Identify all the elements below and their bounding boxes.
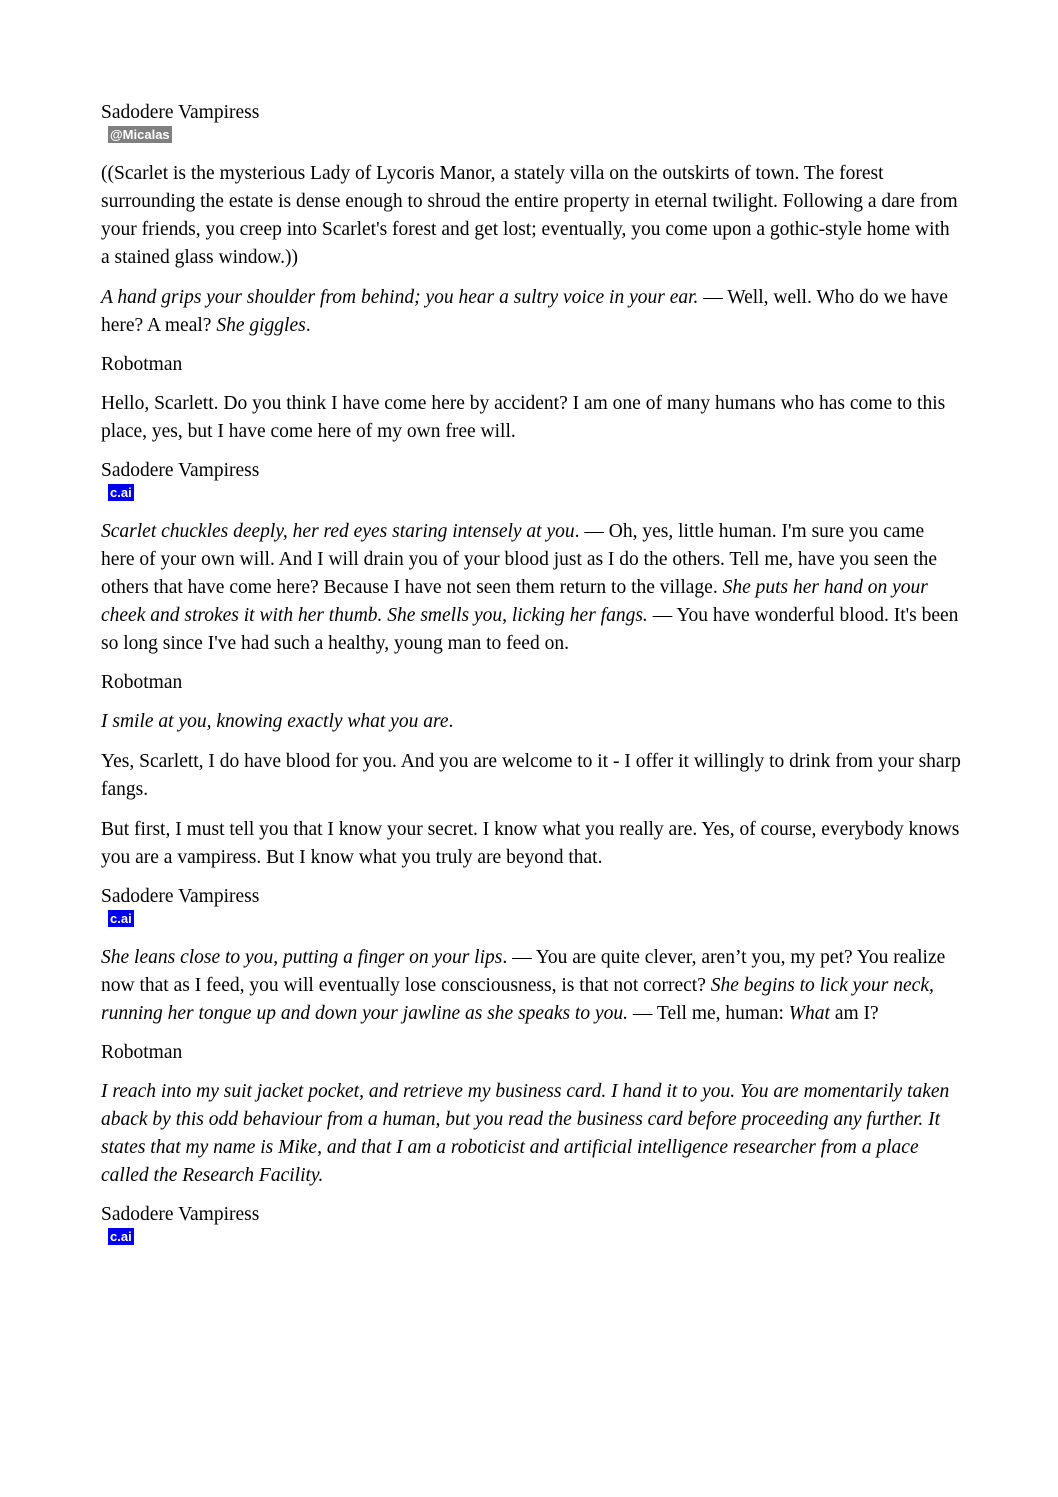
message-paragraph: [101, 284, 961, 340]
speaker-name: Sadodere Vampiress: [101, 1204, 260, 1225]
creator-badge: @Micalas: [110, 127, 170, 142]
action-text: What: [788, 1003, 830, 1024]
dialogue-text: . — You are quite clever, aren’t you, my pet? You realize now that as I feed, you will eventually lose consciousness, is that not correct?: [101, 947, 946, 996]
message-block: [101, 1202, 961, 1250]
narration-text: ((Scarlet is the mysterious Lady of Lycoris Manor, a stately villa on the outskirts of town. The forest surrounding the estate is dense enough to shroud the entire property in eternal twilight. Following a dare from your friends, you creep into Scarlet's forest and get lost; eventually, you come upon a gothic-style home with a stained glass window.)): [101, 163, 958, 268]
dialogue-text: . — Oh, yes, little human. I'm sure you came here of your own will. And I will drain you of your blood just as I do the others. Tell me, have you seen the others that have come here? Because I have not seen them return to the village.: [101, 521, 938, 598]
cai-badge: c.ai: [110, 485, 132, 500]
speaker-name: Sadodere Vampiress: [101, 460, 260, 481]
action-text: She begins to lick your neck, running her tongue up and down your jawline as she speaks to you.: [101, 975, 934, 1024]
message-paragraph: [101, 748, 961, 804]
speaker-name: Robotman: [101, 672, 183, 693]
action-text: She giggles: [216, 315, 306, 336]
dialogue-text: .: [305, 315, 311, 336]
message-paragraph: [101, 816, 961, 872]
message-block: [101, 670, 961, 872]
dialogue-text: am I?: [829, 1003, 879, 1024]
speaker-name: Robotman: [101, 354, 183, 375]
dialogue-text: — Tell me, human:: [628, 1003, 789, 1024]
dialogue-text: Hello, Scarlett. Do you think I have come here by accident? I am one of many humans who has come to this place, yes, but I have come here of my own free will.: [101, 393, 946, 442]
action-text: She leans close to you, putting a finger on your lips: [101, 947, 503, 968]
dialogue-text: Yes, Scarlett, I do have blood for you. And you are welcome to it - I offer it willingly to drink from your sharp fangs.: [101, 751, 961, 800]
action-text: I reach into my suit jacket pocket, and retrieve my business card. I hand it to you. You are momentarily taken aback by this odd behaviour from a human, but you read the business card before proceeding any further. It states that my name is Mike, and that I am a roboticist and artificial intelligence researcher from a place called the Research Facility.: [101, 1081, 950, 1186]
badge-row: [101, 126, 961, 148]
action-text: A hand grips your shoulder from behind; you hear a sultry voice in your ear.: [101, 287, 699, 308]
chat-transcript: [101, 100, 961, 1250]
message-block: [101, 458, 961, 658]
badge-row: [101, 484, 961, 506]
action-text: I smile at you, knowing exactly what you are: [101, 711, 449, 732]
message-paragraph: [101, 160, 961, 272]
message-block: [101, 884, 961, 1028]
action-text: Scarlet chuckles deeply, her red eyes staring intensely at you: [101, 521, 575, 542]
message-block: [101, 100, 961, 340]
action-text: She puts her hand on your cheek and strokes it with her thumb. She smells you, licking her fangs.: [101, 577, 928, 626]
message-paragraph: [101, 708, 961, 736]
dialogue-text: — You have wonderful blood. It's been so long since I've had such a healthy, young man to feed on.: [101, 605, 959, 654]
speaker-name: Robotman: [101, 1042, 183, 1063]
badge-row: [101, 910, 961, 932]
message-paragraph: [101, 390, 961, 446]
speaker-name: Sadodere Vampiress: [101, 886, 260, 907]
cai-badge: c.ai: [110, 1229, 132, 1244]
badge-row: [101, 1228, 961, 1250]
speaker-name: Sadodere Vampiress: [101, 102, 260, 123]
message-paragraph: [101, 518, 961, 658]
cai-badge: c.ai: [110, 911, 132, 926]
message-paragraph: [101, 1078, 961, 1190]
dialogue-text: .: [448, 711, 454, 732]
message-paragraph: [101, 944, 961, 1028]
dialogue-text: But first, I must tell you that I know your secret. I know what you really are. Yes, of course, everybody knows you are a vampiress. But I know what you truly are beyond that.: [101, 819, 960, 868]
message-block: [101, 1040, 961, 1190]
message-block: [101, 352, 961, 446]
dialogue-text: — Well, well. Who do we have here? A meal?: [101, 287, 948, 336]
